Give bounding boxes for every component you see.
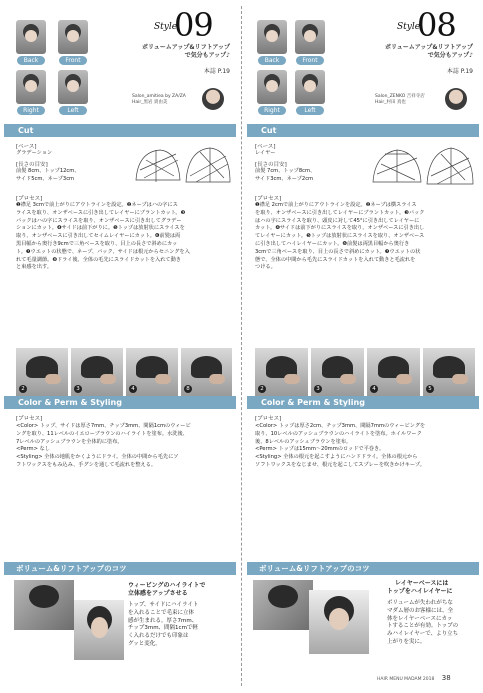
step-number: 8 bbox=[184, 385, 192, 393]
left-photo bbox=[295, 70, 325, 104]
process-line: 態で、全体の中間から毛先にスライドカットを入れて動きと毛流れを bbox=[255, 256, 416, 263]
length-line-2: サイド5cm、ネープ3cm bbox=[16, 176, 75, 182]
process-label: [プロセス] bbox=[255, 196, 282, 202]
tip-line: を入れることで毛束に立体 bbox=[128, 609, 195, 616]
length-line-1: 前髪 8cm、トップ12cm、 bbox=[16, 168, 80, 174]
length-line-1: 前髪 7cm、トップ8cm、 bbox=[255, 168, 316, 174]
process-line: ライスを取り、オンザベースに引き出してレイヤーにブラントカット。❸ bbox=[16, 209, 186, 216]
color-line: <Styling> 全体の根元を起こすようにハンドドライ。全体の根元から bbox=[255, 454, 418, 461]
process-line: ションにカット。❹サイドは前下がりに。❺トップは放射状にスライスを bbox=[16, 225, 185, 232]
length-label: [長さの目安] bbox=[255, 162, 287, 168]
tip-heading-1: ウィービングのハイライトで bbox=[128, 582, 206, 589]
tip-photo-top bbox=[14, 580, 74, 630]
step-number: 3 bbox=[74, 385, 82, 393]
step-number: 3 bbox=[314, 385, 322, 393]
color-title: Color & Perm & Styling bbox=[18, 398, 122, 407]
base-label: [ベース] bbox=[255, 144, 276, 150]
cut-process-photos bbox=[16, 348, 232, 396]
base-label: [ベース] bbox=[16, 144, 37, 150]
cut-title: Cut bbox=[261, 126, 277, 135]
color-line: <Perm> なし bbox=[16, 446, 50, 453]
tip-photo-top bbox=[253, 580, 313, 630]
tip-line: 上がりを実に。 bbox=[387, 638, 426, 645]
left-tag: Left bbox=[296, 106, 324, 115]
back-tag: Back bbox=[17, 56, 45, 65]
cut-diagram bbox=[365, 140, 475, 192]
left-tag: Left bbox=[59, 106, 87, 115]
style-number: 09 bbox=[174, 6, 213, 44]
tip-heading-2: 立体感をアップさせる bbox=[128, 590, 188, 597]
step-number: 5 bbox=[426, 385, 434, 393]
color-line: 取り、10レベルのアッシュブラウンのハイライトを塗布。ホイルワーク bbox=[255, 430, 422, 437]
color-title: Color & Perm & Styling bbox=[261, 398, 365, 407]
right-tag: Right bbox=[258, 106, 286, 115]
front-tag: Front bbox=[296, 56, 324, 65]
length-line-2: サイド3cm、ネープ2cm bbox=[255, 176, 314, 182]
step-number: 2 bbox=[258, 385, 266, 393]
salon-name: Salon_ZENKO 吉祥寺店 bbox=[375, 94, 425, 99]
process-line: つける。 bbox=[255, 264, 276, 271]
column-divider bbox=[241, 6, 242, 686]
tips-bar bbox=[4, 562, 236, 575]
catch-line-1: ボリュームアップ&リフトアップ bbox=[384, 44, 473, 51]
process-line: ❶襟足 2cmで前上がりにアウトラインを設定。❷ネープは横スライス bbox=[255, 202, 417, 208]
color-process-label: [プロセス] bbox=[255, 416, 282, 422]
tips-title: ボリューム&リフトアップのコツ bbox=[16, 564, 127, 573]
color-process-steps bbox=[255, 423, 473, 470]
color-line: <Color> トップは厚さ2cm、チップ3mm、間隔7mmのウィービングを bbox=[255, 423, 426, 429]
catch-line-2: で気分もアップ♪ bbox=[184, 52, 230, 59]
color-line: 7レベルのアッシュブラウンを全体的に塗布。 bbox=[16, 438, 123, 445]
step-number: 2 bbox=[19, 385, 27, 393]
style-08-column bbox=[247, 0, 479, 693]
process-label: [プロセス] bbox=[16, 196, 43, 202]
process-line: 取り、オンザベースに引き出してセイムレイヤーにカット。❻前髪は両 bbox=[16, 233, 181, 240]
process-line: を取り、オンザベースに引き出してレイヤーにブラントカット。❸バック bbox=[255, 209, 425, 216]
back-photo bbox=[16, 20, 46, 54]
length-label: [長さの目安] bbox=[16, 162, 48, 168]
process-line: と束感を出す。 bbox=[16, 264, 52, 271]
color-line: <Color> トップ、サイドは厚さ7mm、チップ3mm、間隔1cmのウィービ bbox=[16, 423, 191, 429]
cut-section-bar bbox=[4, 124, 236, 137]
style-word: Style bbox=[154, 22, 178, 32]
front-photo bbox=[295, 20, 325, 54]
color-line: ソフトワックスをなじませ、根元を起こしてスプレーを吹きかけキープ。 bbox=[255, 461, 425, 468]
process-line: はハの字にスライスを取り、頭皮に対して45°に引き出してレイヤーに bbox=[255, 217, 420, 224]
tips-title: ボリューム&リフトアップのコツ bbox=[259, 564, 370, 573]
cut-diagram bbox=[126, 140, 232, 192]
footer bbox=[377, 674, 451, 682]
process-line: ト。❼ウエットの状態で、ネープ、バック、サイドは根元からセニングを入 bbox=[16, 248, 190, 255]
front-tag: Front bbox=[59, 56, 87, 65]
color-section-bar bbox=[247, 396, 479, 409]
tip-heading-1: レイヤーベースには bbox=[395, 580, 449, 587]
tip-photo-model bbox=[74, 600, 124, 660]
tip-line: トすることが有効。トップの bbox=[387, 623, 459, 630]
back-photo bbox=[257, 20, 287, 54]
tip-line: みハイレイヤーで、より立ち bbox=[387, 631, 459, 638]
back-tag: Back bbox=[258, 56, 286, 65]
process-line: バックはハの字にスライスを取り、オンザベースに引き出してグラデー bbox=[16, 217, 182, 224]
right-photo bbox=[257, 70, 287, 104]
style-number: 08 bbox=[417, 6, 456, 44]
right-photo bbox=[16, 70, 46, 104]
style-09-column bbox=[4, 0, 236, 693]
base-value: レイヤー bbox=[255, 150, 276, 156]
page-reference: 本誌 P.19 bbox=[446, 68, 473, 75]
tip-line: 感が生まれる。厚さ7mm、 bbox=[128, 617, 198, 624]
process-line: てレイヤーにカット。❺トップは放射状にスライスを取り、オンザベース bbox=[255, 233, 425, 240]
color-line: 後、8レベルのアッシュブラウンを塗布。 bbox=[255, 438, 352, 445]
cut-process-steps bbox=[16, 202, 230, 272]
color-section-bar bbox=[4, 396, 236, 409]
cut-process-steps bbox=[255, 202, 473, 272]
color-line: <Perm> トップは15mm〜20mmのロッドで平巻き。 bbox=[255, 446, 385, 453]
stylist-avatar bbox=[202, 88, 224, 110]
color-line: フトワックスをもみ込み、手グシを通して毛流れを整える。 bbox=[16, 461, 157, 468]
tip-body bbox=[128, 602, 198, 649]
front-photo bbox=[58, 20, 88, 54]
tips-bar bbox=[247, 562, 479, 575]
tip-line: 体をレイヤーベースにカッ bbox=[387, 615, 453, 622]
process-line: ❶襟足 3cmで前上がりにアウトラインを設定。❷ネープはハの字にス bbox=[16, 202, 178, 208]
stylist-name: Hair_村田 真也 bbox=[375, 100, 406, 105]
catch-line-2: で気分もアップ♪ bbox=[427, 52, 473, 59]
tip-line: く入れるだけでも印象は bbox=[128, 633, 189, 640]
process-line: れて毛量調節。❽ドライ後、全体の毛先にスライドカットを入れて動き bbox=[16, 256, 181, 263]
style-word: Style bbox=[397, 22, 421, 32]
process-line: 黒目幅から奥行き9cmで三角ベースを取り、目上の長さで斜めにカッ bbox=[16, 240, 178, 247]
left-photo bbox=[58, 70, 88, 104]
tip-photo-model bbox=[309, 590, 369, 654]
tip-line: チップ3mm、間隔1cmで軽 bbox=[128, 625, 198, 632]
tip-heading-2: トップをハイレイヤーに bbox=[387, 588, 453, 595]
catch-line-1: ボリュームアップ&リフトアップ bbox=[141, 44, 230, 51]
step-number: 4 bbox=[129, 385, 137, 393]
base-value: グラデーション bbox=[16, 150, 53, 156]
page-number: 38 bbox=[441, 674, 451, 682]
salon-name: Salon_amitiea by ZA/ZA bbox=[132, 94, 186, 99]
tip-line: ボリュームが失われがちな bbox=[387, 600, 453, 606]
tip-line: グッと変化。 bbox=[128, 640, 161, 647]
color-line: <Styling> 全体の地肌をかくようにドライ。全体の中間から毛先にソ bbox=[16, 454, 179, 461]
stylist-name: Hair_黒岩 貴由美 bbox=[132, 100, 168, 105]
color-line: ングを取り、11レベルのイエローブラウンのハイライトを塗布。水洗後、 bbox=[16, 430, 188, 437]
process-line: カット。❹サイドは前下がりにスライスを取り、オンザベースに引き出し bbox=[255, 225, 425, 232]
stylist-avatar bbox=[445, 88, 467, 110]
cut-section-bar bbox=[247, 124, 479, 137]
cut-title: Cut bbox=[18, 126, 34, 135]
footer-magazine: HAIR MENU MADAM 2018 bbox=[377, 677, 435, 682]
right-tag: Right bbox=[17, 106, 45, 115]
process-line: に引き出してハイレイヤーにカット。❻前髪は両黒目幅から奥行き bbox=[255, 240, 410, 247]
tip-line: マダム層のお客様には、全 bbox=[387, 607, 454, 614]
cut-process-photos bbox=[255, 348, 475, 396]
tip-line: トップ、サイドにハイライト bbox=[128, 602, 199, 608]
page-reference: 本誌 P.19 bbox=[203, 68, 230, 75]
process-line: 3cmで三角ベースを取り、目上の長さで斜めにカット。❼ウエットの状 bbox=[255, 248, 421, 255]
step-number: 4 bbox=[370, 385, 378, 393]
tip-body bbox=[387, 600, 458, 647]
color-process-label: [プロセス] bbox=[16, 416, 43, 422]
color-process-steps bbox=[16, 423, 230, 470]
